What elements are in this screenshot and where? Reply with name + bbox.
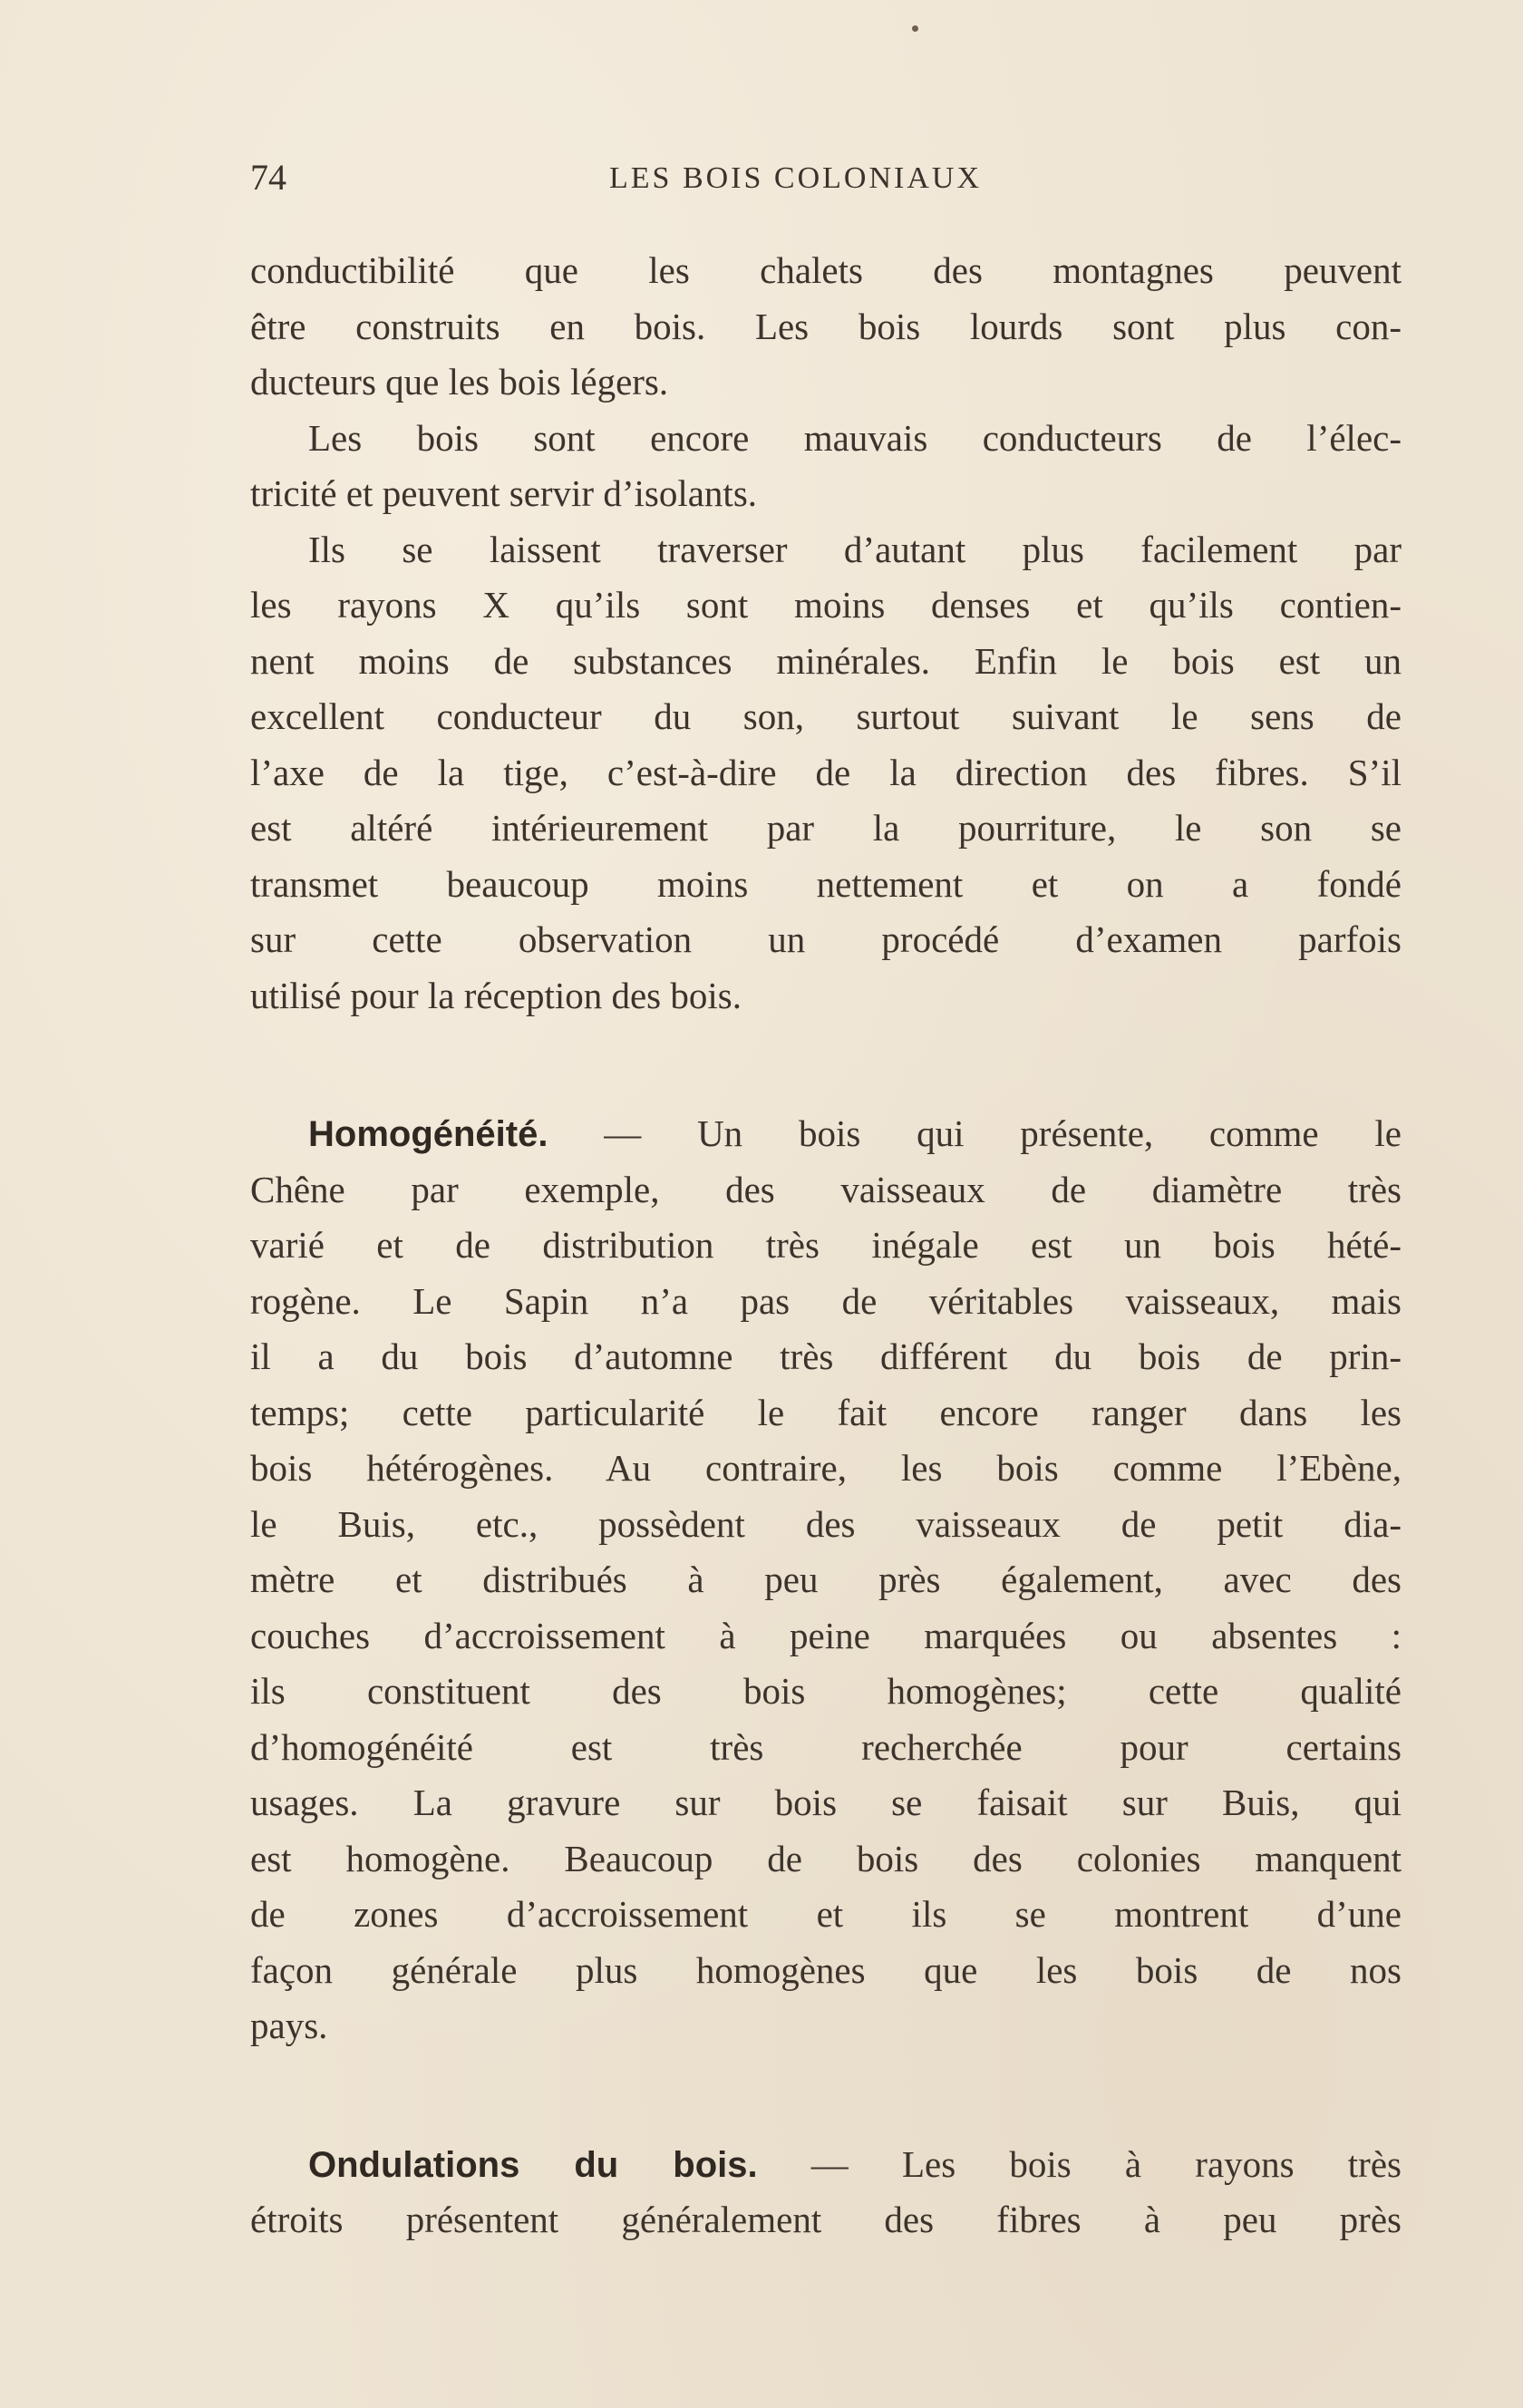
text-line: excellent conducteur du son, surtout suivant le sens de: [250, 695, 1402, 737]
text-line: tricité et peuvent servir d’isolants.: [250, 472, 758, 514]
text-line: pays.: [250, 2005, 328, 2046]
text-line: de zones d’accroissement et ils se montrent d’une: [250, 1893, 1402, 1935]
text-line: utilisé pour la réception des bois.: [250, 974, 742, 1016]
section-spacer: [250, 2054, 1402, 2137]
text-line: le Buis, etc., possèdent des vaisseaux de petit dia-: [250, 1502, 1402, 1545]
text-line: Les bois sont encore mauvais conducteurs de l’élec-: [308, 416, 1402, 459]
text-line: bois hétérogènes. Au contraire, les bois comme l’Ebène,: [250, 1447, 1402, 1489]
text-line: couches d’accroissement à peine marquées ou absentes :: [250, 1614, 1402, 1656]
text-line: conductibilité que les chalets des montagnes peuvent: [250, 249, 1402, 291]
text-line: usages. La gravure sur bois se faisait sur Buis, qui: [250, 1782, 1402, 1823]
section-spacer: [250, 1024, 1402, 1106]
text-line: rogène. Le Sapin n’a pas de véritables vaisseaux, mais: [250, 1279, 1402, 1322]
section-first-line-text: — Un bois qui présente, comme le: [548, 1112, 1402, 1154]
text-line: nent moins de substances minérales. Enfin le bois est un: [250, 639, 1402, 682]
text-line: mètre et distribués à peu près également, avec des: [250, 1558, 1402, 1600]
section-first-line: [250, 2137, 1402, 2193]
section-first-line-text: — Les bois à rayons très: [757, 2142, 1402, 2185]
text-line: l’axe de la tige, c’est-à-dire de la direction des fibres. S’il: [250, 751, 1402, 793]
text-line: d’homogénéité est très recherchée pour certains: [250, 1725, 1402, 1768]
body-text: [250, 243, 1402, 2248]
text-line: est homogène. Beaucoup de bois des colonies manquent: [250, 1837, 1402, 1879]
text-line: ducteurs que les bois légers.: [250, 361, 669, 403]
text-line: temps; cette particularité le fait encore ranger dans les: [250, 1391, 1402, 1433]
text-line: étroits présentent généralement des fibres à peu près: [250, 2199, 1402, 2240]
section-heading-homogeneite: Homogénéité.: [308, 1114, 548, 1154]
text-line: Chêne par exemple, des vaisseaux de diamètre très: [250, 1168, 1402, 1210]
text-line: Ils se laissent traverser d’autant plus facilement par: [308, 528, 1402, 570]
running-header: [250, 156, 1402, 207]
text-line: les rayons X qu’ils sont moins denses et qu’ils contien-: [250, 584, 1402, 626]
text-line: est altéré intérieurement par la pourriture, le son se: [250, 807, 1402, 849]
text-line: être construits en bois. Les bois lourds sont plus con-: [250, 305, 1402, 347]
section-first-line: [250, 1106, 1402, 1162]
text-line: varié et de distribution très inégale est un bois hété-: [250, 1224, 1402, 1266]
text-line: façon générale plus homogènes que les bois de nos: [250, 1948, 1402, 1991]
running-title: LES BOIS COLONIAUX: [609, 161, 982, 195]
text-line: ils constituent des bois homogènes; cette qualité: [250, 1670, 1402, 1712]
text-line: il a du bois d’automne très différent du bois de prin-: [250, 1335, 1402, 1377]
text-line: sur cette observation un procédé d’examen parfois: [250, 918, 1402, 960]
section-heading-ondulations: Ondulations du bois.: [308, 2144, 758, 2185]
page-number: 74: [250, 157, 286, 198]
text-line: transmet beaucoup moins nettement et on a fondé: [250, 862, 1402, 905]
ink-speck: [912, 25, 918, 32]
